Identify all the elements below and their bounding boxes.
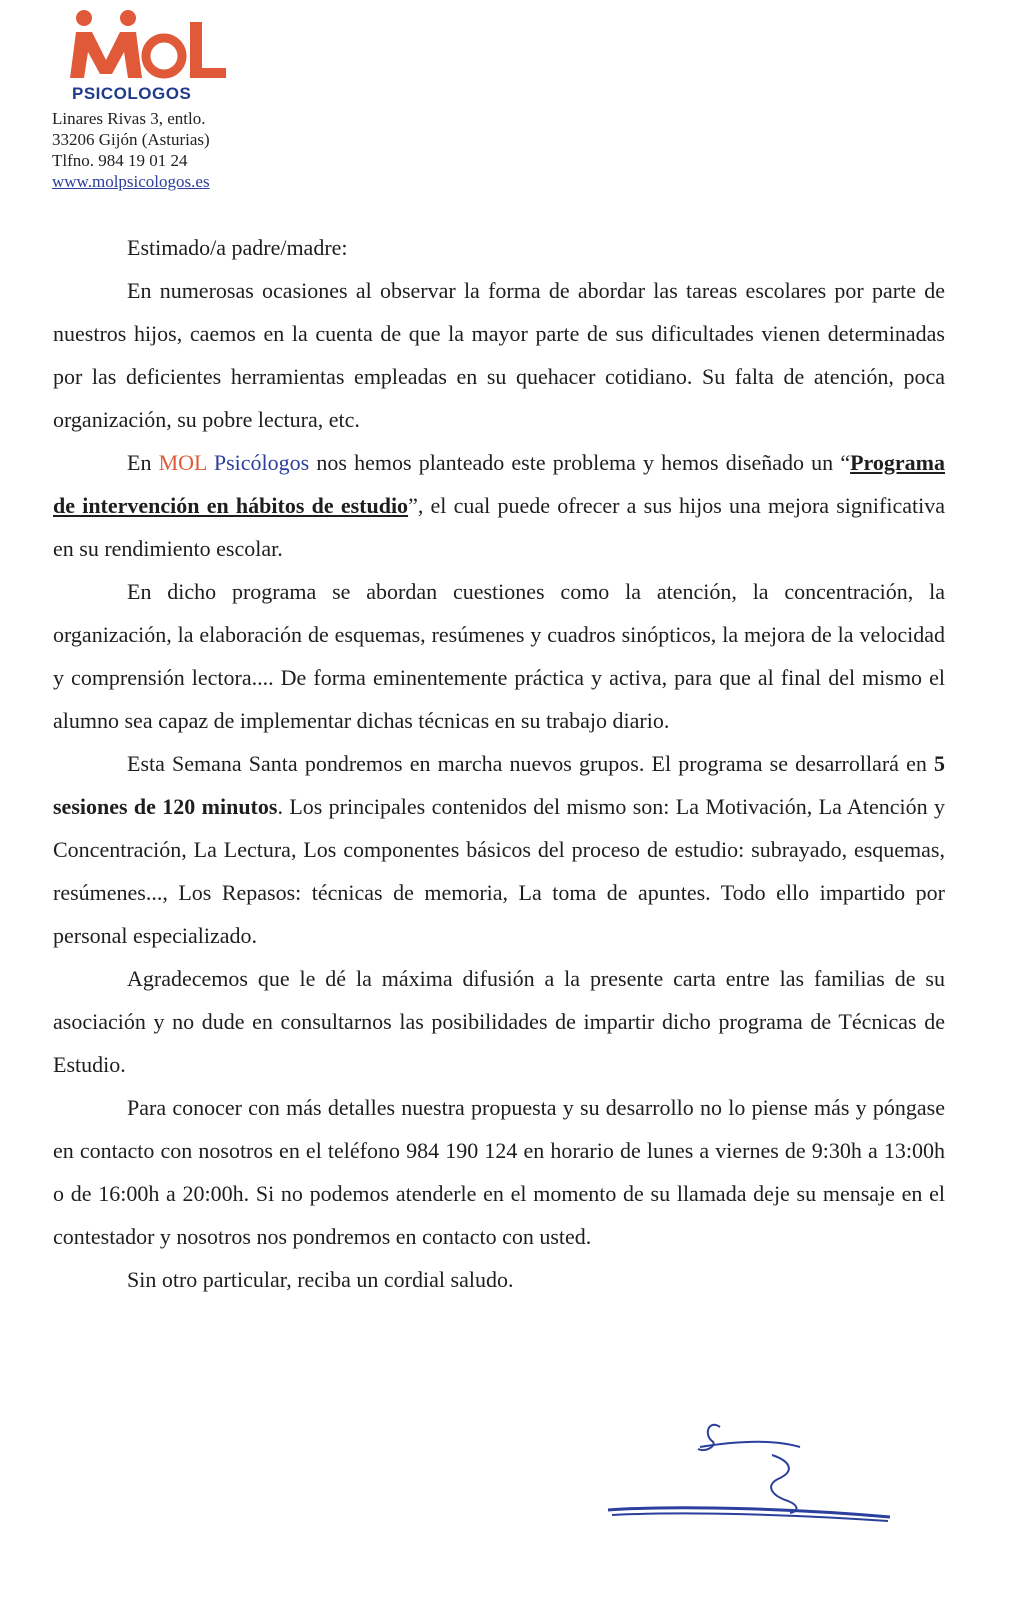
paragraph-4: Esta Semana Santa pondremos en marcha nuevos grupos. El programa se desarrollará en 5 sesiones de 120 minutos. Los principales contenidos del mismo son: La Motivación, La Atención y Concentración, La Lectura, Los componentes básicos del proceso de estudio: subrayado, esquemas, resúmenes..., Los Repasos: técnicas de memoria, La toma de apuntes. Todo ello impartido por personal especializado. bbox=[53, 751, 946, 948]
company-name: PSICOLOGOS bbox=[72, 84, 192, 103]
brand-psicologos: Psicólogos bbox=[213, 450, 310, 475]
sessions-highlight: 5 sesiones de 120 minutos bbox=[53, 751, 945, 819]
handwritten-signature bbox=[600, 1405, 930, 1535]
address-city: 33206 Gijón (Asturias) bbox=[52, 130, 210, 149]
paragraph-5: Agradecemos que le dé la máxima difusión a la presente carta entre las familias de su asociación y no dude en consultarnos las posibilidades de impartir dicho programa de Técnicas de Estudio. bbox=[53, 966, 945, 1077]
program-title: Programa de intervención en hábitos de estudio bbox=[53, 450, 945, 518]
logo-figures-icon bbox=[62, 8, 232, 88]
address-street: Linares Rivas 3, entlo. bbox=[52, 109, 206, 128]
company-logo bbox=[52, 8, 227, 103]
letter-body bbox=[53, 226, 945, 1301]
letter-closing: Sin otro particular, reciba un cordial saludo. bbox=[127, 1267, 514, 1292]
paragraph-1: En numerosas ocasiones al observar la forma de abordar las tareas escolares por parte de nuestros hijos, caemos en la cuenta de que la mayor parte de sus dificultades vienen determinadas por las deficientes herramientas empleadas en su quehacer cotidiano. Su falta de atención, poca organización, su pobre lectura, etc. bbox=[53, 278, 945, 432]
paragraph-2: En MOL Psicólogos nos hemos planteado este problema y hemos diseñado un “Programa de intervención en hábitos de estudio”, el cual puede ofrecer a sus hijos una mejora significativa en su rendimiento escolar. bbox=[53, 450, 945, 561]
paragraph-6: Para conocer con más detalles nuestra propuesta y su desarrollo no lo piense más y póngase en contacto con nosotros en el teléfono 984 190 124 en horario de lunes a viernes de 9:30h a 13:00h o de 16:00h a 20:00h. Si no podemos atenderle en el momento de su llamada deje su mensaje en el contestador y nosotros nos pondremos en contacto con usted. bbox=[53, 1095, 945, 1249]
brand-mol: MOL bbox=[158, 450, 207, 475]
letter-greeting: Estimado/a padre/madre: bbox=[127, 235, 348, 260]
phone-number: Tlfno. 984 19 01 24 bbox=[52, 151, 188, 170]
paragraph-3: En dicho programa se abordan cuestiones como la atención, la concentración, la organización, la elaboración de esquemas, resúmenes y cuadros sinópticos, la mejora de la velocidad y comprensión lectora.... De forma eminentemente práctica y activa, para que al final del mismo el alumno sea capaz de implementar dichas técnicas en su trabajo diario. bbox=[53, 579, 945, 733]
address-block bbox=[52, 108, 312, 192]
website-link[interactable]: www.molpsicologos.es bbox=[52, 172, 210, 191]
letterhead bbox=[52, 8, 312, 192]
